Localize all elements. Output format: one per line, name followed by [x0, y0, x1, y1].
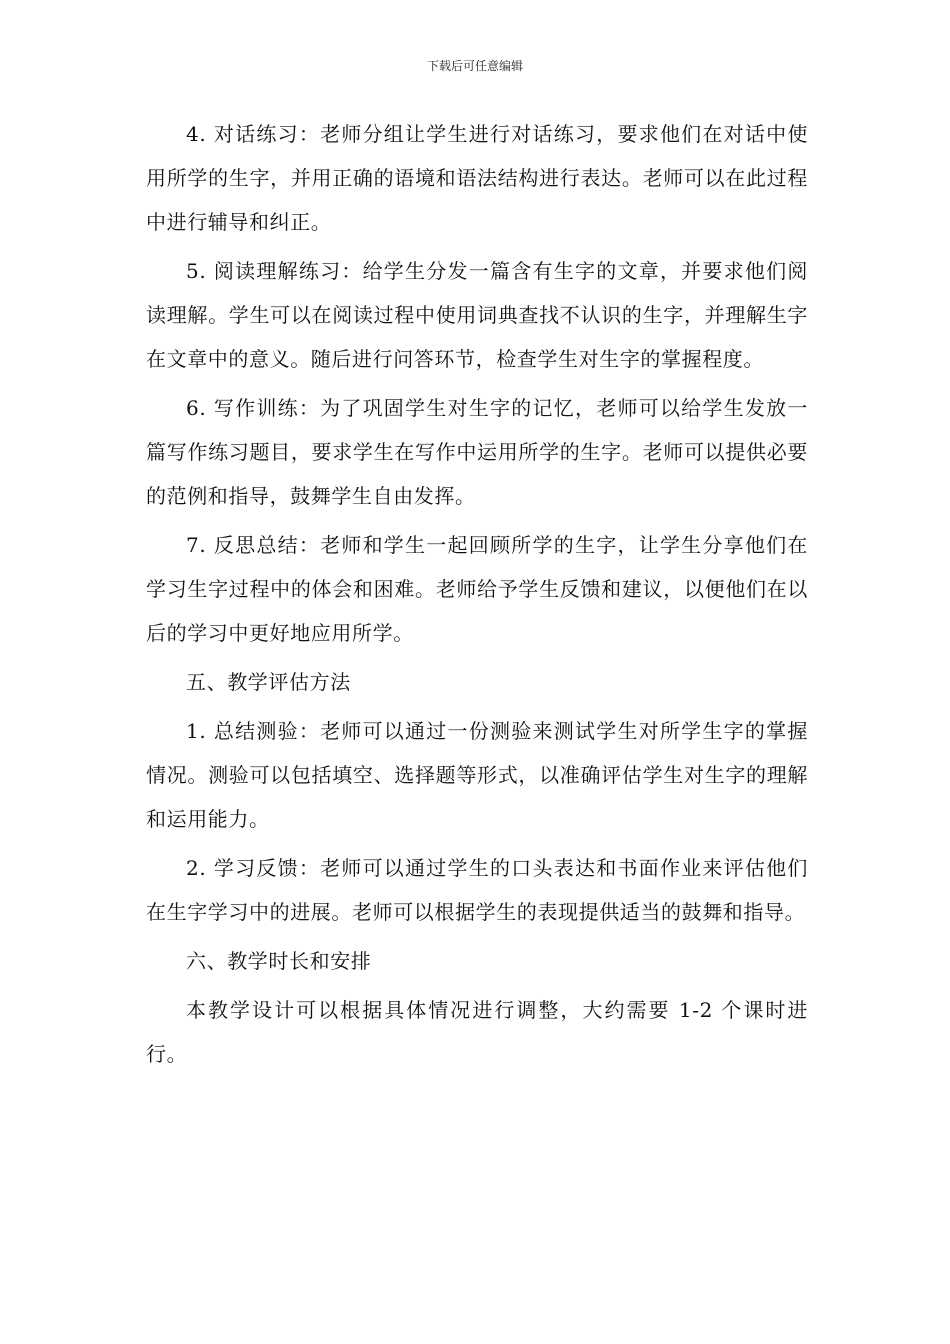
paragraph-dialogue-practice: 4. 对话练习：老师分组让学生进行对话练习，要求他们在对话中使用所学的生字，并用正确的语境和语法结构进行表达。老师可以在此过程中进行辅导和纠正。 — [146, 122, 808, 234]
paragraph-reading-comprehension: 5. 阅读理解练习：给学生分发一篇含有生字的文章，并要求他们阅读理解。学生可以在阅读过程中使用词典查找不认识的生字，并理解生字在文章中的意义。随后进行问答环节，检查学生对生字的掌握程度。 — [146, 259, 808, 371]
document-body — [146, 112, 808, 1081]
section-heading-duration: 六、教学时长和安排 — [186, 949, 372, 973]
paragraph-reflection-summary: 7. 反思总结：老师和学生一起回顾所学的生字，让学生分享他们在学习生字过程中的体会和困难。老师给予学生反馈和建议，以便他们在以后的学习中更好地应用所学。 — [146, 533, 808, 645]
paragraph-writing-training: 6. 写作训练：为了巩固学生对生字的记忆，老师可以给学生发放一篇写作练习题目，要求学生在写作中运用所学的生字。老师可以提供必要的范例和指导，鼓舞学生自由发挥。 — [146, 396, 808, 508]
section-heading-assessment: 五、教学评估方法 — [186, 670, 351, 694]
paragraph-summary-test: 1. 总结测验：老师可以通过一份测验来测试学生对所学生字的掌握情况。测验可以包括填空、选择题等形式，以准确评估学生对生字的理解和运用能力。 — [146, 719, 808, 831]
page-header-note: 下载后可任意编辑 — [426, 59, 523, 73]
paragraph-learning-feedback: 2. 学习反馈：老师可以通过学生的口头表达和书面作业来评估他们在生字学习中的进展。老师可以根据学生的表现提供适当的鼓舞和指导。 — [146, 856, 808, 924]
paragraph-duration: 本教学设计可以根据具体情况进行调整，大约需要 1-2 个课时进行。 — [146, 998, 808, 1066]
